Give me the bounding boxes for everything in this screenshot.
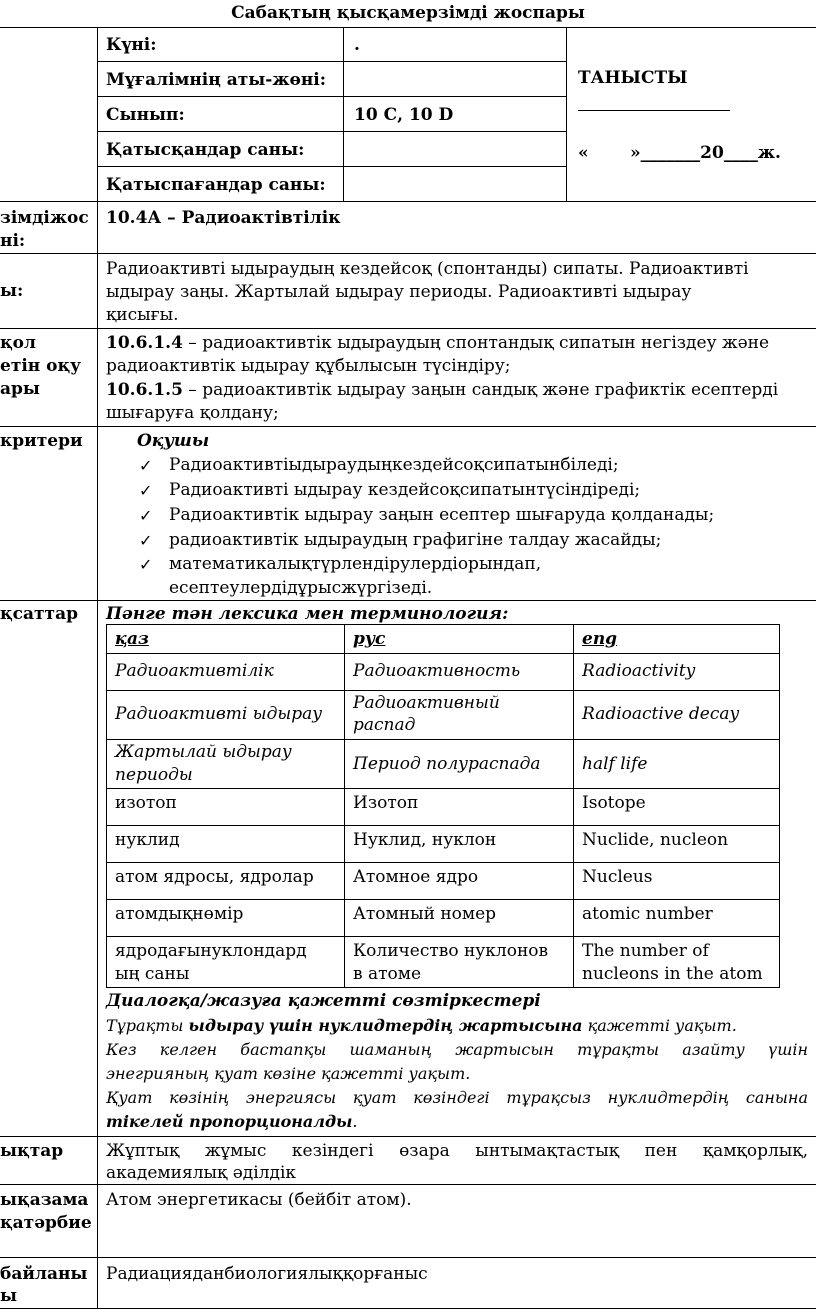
absent-label: Қатыспағандар саны: xyxy=(106,175,326,195)
term-kz: Радиоактивті ыдырау xyxy=(115,704,323,724)
terminology-row-divider xyxy=(106,690,780,691)
phrase-bold-text: тікелей пропорционалды xyxy=(106,1112,353,1131)
terminology-column-divider xyxy=(779,624,780,988)
term-ru: Изотоп xyxy=(353,793,419,813)
dialog-phrase-3-line-1: Қуат көзінің энергиясы қуат көзіндегі тұрақсыз нуклидтердің санына xyxy=(106,1088,808,1107)
approved-label: ТАНЫСТЫ xyxy=(578,68,688,88)
term-kz: ядродағынуклондард xyxy=(115,941,307,961)
topic-line-1: Радиоактивті ыдыраудың кездейсоқ (спонтанды) сипаты. Радиоактивті xyxy=(106,259,749,279)
row-divider xyxy=(0,328,816,329)
row-divider xyxy=(0,201,816,202)
criteria-item: ✓ радиоактивтік ыдыраудың графигіне талдау жасайды; xyxy=(169,529,661,552)
links-text: Радиацияданбиологиялыққорғаныс xyxy=(106,1264,428,1284)
present-label: Қатысқандар саны: xyxy=(106,140,305,160)
objective-1 xyxy=(106,332,769,355)
header-row-divider xyxy=(97,61,566,62)
term-en: half life xyxy=(582,754,648,774)
term-kz: нуклид xyxy=(115,830,180,850)
objective-separator: – xyxy=(182,333,203,353)
term-en: Nucleus xyxy=(582,867,653,887)
term-ru: Атомное ядро xyxy=(353,867,479,887)
term-ru-continuation: в атоме xyxy=(353,964,422,984)
language-label: қсаттар xyxy=(0,604,78,624)
phrase-bold-text: ыдырау үшін нуклидтердің жартысына xyxy=(188,1016,583,1035)
criteria-item: ✓ Радиоактивті ыдырау кездейсоқсипатынтүсіндіреді; xyxy=(169,479,640,502)
header-row-divider xyxy=(97,166,566,167)
class-value: 10 С, 10 D xyxy=(354,105,454,125)
objectives-label-line-3: ары xyxy=(0,379,40,399)
terminology-column-divider xyxy=(106,624,107,988)
objective-text: радиоактивтік ыдыраудың спонтандық сипатын негіздеу және xyxy=(202,333,770,353)
row-divider xyxy=(0,253,816,254)
values-line-2: академиялық әділдік xyxy=(106,1163,297,1183)
row-divider xyxy=(0,1257,816,1258)
header-row-divider xyxy=(97,96,566,97)
term-en: Nuclide, nucleon xyxy=(582,830,729,850)
signature-line xyxy=(578,110,730,111)
topic-line-3: қисығы. xyxy=(106,305,179,325)
cross-curricular-text: Атом энергетикасы (бейбіт атом). xyxy=(106,1190,412,1210)
criteria-heading: Оқушы xyxy=(137,431,210,451)
table-border-bottom xyxy=(0,1308,816,1309)
criteria-item: ✓ Радиоактивтік ыдырау заңын есептер шығаруда қолданады; xyxy=(169,504,714,527)
objective-1-continuation: радиоактивтік ыдырау құбылысын түсіндіру; xyxy=(106,356,511,376)
term-en: atomic number xyxy=(582,904,713,924)
objective-code: 10.6.1.4 xyxy=(106,333,183,353)
row-divider xyxy=(0,600,816,601)
term-ru: Радиоактивный xyxy=(353,693,500,713)
terminology-table-border xyxy=(106,624,780,625)
approval-date-line: « »_______20____ж. xyxy=(578,143,781,163)
header-row-divider xyxy=(97,131,566,132)
column-header-kz: қаз xyxy=(115,629,149,649)
table-border-top xyxy=(0,27,816,28)
period-label-line-2: ні: xyxy=(0,231,26,251)
criteria-item: ✓ Радиоактивтіыдыраудыңкездейсоқсипатынбіледі; xyxy=(169,454,619,477)
column-divider xyxy=(97,27,98,1309)
criteria-label: критери xyxy=(0,431,83,451)
period-value: 10.4А – Радиоактівтілік xyxy=(106,208,341,228)
header-column-divider xyxy=(343,27,344,201)
objective-separator: – xyxy=(182,380,203,400)
dialog-phrase-2-line-2: энегрияның қуат көзіне қажетті уақыт. xyxy=(106,1064,471,1083)
term-ru: Период полураспада xyxy=(353,754,541,774)
dialog-phrase-3-line-2 xyxy=(106,1111,358,1133)
terminology-row-divider xyxy=(106,653,780,654)
term-en: Isotope xyxy=(582,793,646,813)
dialog-phrase-1 xyxy=(106,1015,737,1037)
term-en: Radioactivity xyxy=(582,661,696,681)
term-en: The number of xyxy=(582,941,709,961)
term-kz: Радиоактивтілік xyxy=(115,661,274,681)
row-divider xyxy=(0,426,816,427)
teacher-label: Мұғалімнің аты-жөні: xyxy=(106,70,327,90)
values-line-1: Жұптық жұмыс кезіндегі өзара ынтымақтастық пен қамқорлық, xyxy=(106,1141,808,1161)
class-label: Сынып: xyxy=(106,105,185,125)
terminology-column-divider xyxy=(344,624,345,988)
term-ru: Радиоактивность xyxy=(353,661,521,681)
criteria-item-continuation: есептеулердідұрысжүргізеді. xyxy=(169,578,433,598)
dialog-heading: Диалогқа/жазуға қажетті сөзтіркестері xyxy=(106,991,541,1011)
objectives-label-line-1: қол xyxy=(0,333,36,353)
term-ru: Нуклид, нуклон xyxy=(353,830,497,850)
date-value: . xyxy=(354,35,360,55)
terminology-row-divider xyxy=(106,825,780,826)
terminology-row-divider xyxy=(106,788,780,789)
column-header-ru: рус xyxy=(353,629,386,649)
values-label: ықтар xyxy=(0,1141,64,1161)
topic-label: ы: xyxy=(0,281,24,301)
term-ru-continuation: распад xyxy=(353,715,416,735)
criteria-item: ✓ математикалықтүрлендірулердіорындап, xyxy=(169,553,541,576)
objectives-label-line-2: етін оқу xyxy=(0,356,82,376)
term-kz: изотоп xyxy=(115,793,177,813)
links-label-line-2: ы xyxy=(0,1286,18,1306)
date-label: Күні: xyxy=(106,35,157,55)
objective-2-continuation: шығаруға қолдану; xyxy=(106,403,279,423)
terminology-column-divider xyxy=(573,624,574,988)
topic-line-2: ыдырау заңы. Жартылай ыдырау периоды. Радиоактивті ыдырау xyxy=(106,282,692,302)
links-label-line-1: байланы xyxy=(0,1264,88,1284)
dialog-phrase-2-line-1: Кез келген бастапқы шаманың жартысын тұрақты азайту үшін xyxy=(106,1040,808,1059)
terminology-heading: Пәнге тән лексика мен терминология: xyxy=(106,604,509,624)
terminology-row-divider xyxy=(106,899,780,900)
term-ru: Количество нуклонов xyxy=(353,941,549,961)
term-kz-continuation: периоды xyxy=(115,765,193,785)
period-label-line-1: зімдіжос xyxy=(0,208,89,228)
term-kz: атомдықнөмір xyxy=(115,904,244,924)
phrase-text: қажетті уақыт. xyxy=(582,1016,737,1035)
term-ru: Атомный номер xyxy=(353,904,497,924)
term-kz: атом ядросы, ядролар xyxy=(115,867,314,887)
objective-2 xyxy=(106,379,778,402)
terminology-row-divider xyxy=(106,862,780,863)
cross-label-line-1: ықазама xyxy=(0,1190,89,1210)
terminology-row-divider xyxy=(106,739,780,740)
row-divider xyxy=(0,1136,816,1137)
objective-text: радиоактивтік ыдырау заңын сандық және графиктік есептерді xyxy=(202,380,779,400)
terminology-row-divider xyxy=(106,936,780,937)
objective-code: 10.6.1.5 xyxy=(106,380,183,400)
header-column-divider xyxy=(566,27,567,201)
column-header-en: eng xyxy=(582,629,618,649)
phrase-text: Тұрақты xyxy=(106,1016,189,1035)
page-title: Сабақтың қысқамерзімді жоспары xyxy=(231,3,585,23)
term-kz-continuation: ың саны xyxy=(115,964,190,984)
term-kz: Жартылай ыдырау xyxy=(115,742,292,762)
phrase-text: . xyxy=(352,1112,358,1131)
terminology-table-border xyxy=(106,987,780,988)
cross-label-line-2: қатәрбие xyxy=(0,1213,92,1233)
term-en: Radioactive decay xyxy=(582,704,740,724)
term-en-continuation: nucleons in the atom xyxy=(582,964,763,984)
